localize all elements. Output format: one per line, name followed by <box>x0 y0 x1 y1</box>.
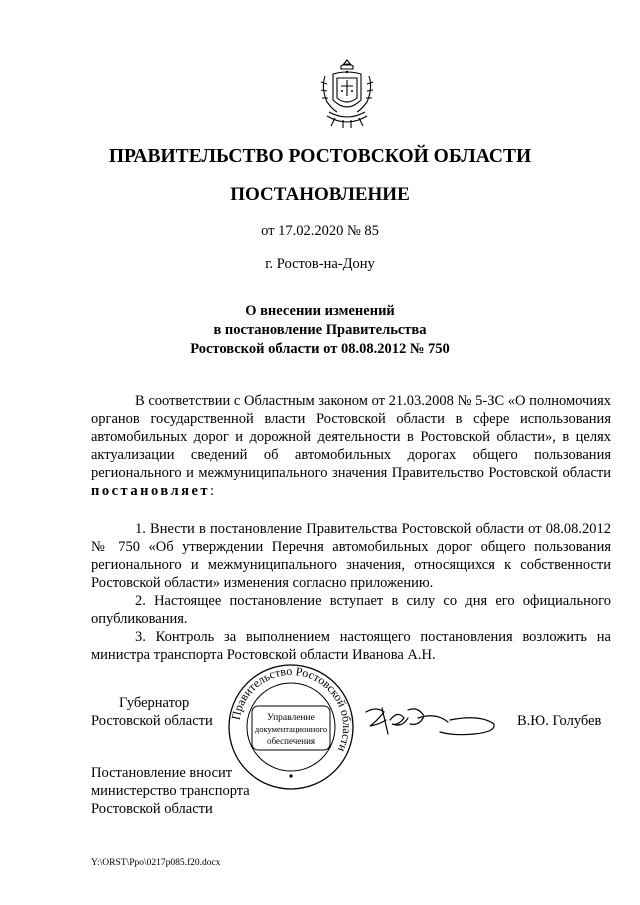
stamp-ring-text: Правительство Ростовской области <box>228 663 355 755</box>
stamp-inner-line: Управление <box>267 713 315 723</box>
contributor-line: Ростовской области <box>91 801 213 817</box>
subject-line: в постановление Правительства <box>213 322 427 338</box>
preamble <box>91 392 611 500</box>
document-type: ПОСТАНОВЛЕНИЕ <box>230 184 410 205</box>
handwritten-signature-icon <box>360 700 500 742</box>
decree-item: 2. Настоящее постановление вступает в силу со дня его официального опубликования. <box>91 593 611 627</box>
file-path-footer: Y:\ORST\Ppo\0217p085.f20.docx <box>91 858 221 868</box>
decree-items <box>91 520 611 664</box>
subject-line: О внесении изменений <box>245 303 395 319</box>
contributor-block <box>91 764 250 818</box>
document-city: г. Ростов-на-Дону <box>265 256 375 272</box>
preamble-paragraph <box>91 392 611 500</box>
preamble-text: В соответствии с Областным законом от 21.03.2008 № 5-ЗС «О полномочиях органов государственной власти Ростовской области в сфере использования автомобильных дорог и дорожной деятельности в Ростовской области», в целях актуализации сведений об автомобильных дорогах общего пользования регионального и межмуниципального значения Правительство Ростовской области <box>91 393 611 481</box>
decree-item: 3. Контроль за выполнением настоящего постановления возложить на министра транспорта Ростовской области Иванова А.Н. <box>91 629 611 663</box>
stamp-inner-line: обеспечения <box>266 736 316 746</box>
government-title: ПРАВИТЕЛЬСТВО РОСТОВСКОЙ ОБЛАСТИ <box>108 146 532 167</box>
signatory-position <box>91 694 213 730</box>
document-date-number: от 17.02.2020 № 85 <box>261 223 379 239</box>
stamp-inner-line: документационного <box>254 724 328 734</box>
coat-of-arms-icon <box>315 56 379 130</box>
position-line: Ростовской области <box>91 713 213 729</box>
preamble-tail: : <box>210 483 215 499</box>
decree-item: 1. Внести в постановление Правительства Ростовской области от 08.08.2012 № 750 «Об утверждении Перечня автомобильных дорог общего пользования регионального и межмуниципального значения, относящихся к собственности Ростовской области» изменения согласно приложению. <box>91 521 611 591</box>
subject-line: Ростовской области от 08.08.2012 № 750 <box>190 341 450 357</box>
document-subject <box>0 302 640 359</box>
position-line: Губернатор <box>119 695 190 711</box>
contributor-line: министерство транспорта <box>91 783 250 799</box>
contributor-line: Постановление вносит <box>91 765 233 781</box>
decree-word: постановляет <box>91 483 211 499</box>
signatory-name: В.Ю. Голубев <box>517 713 602 729</box>
